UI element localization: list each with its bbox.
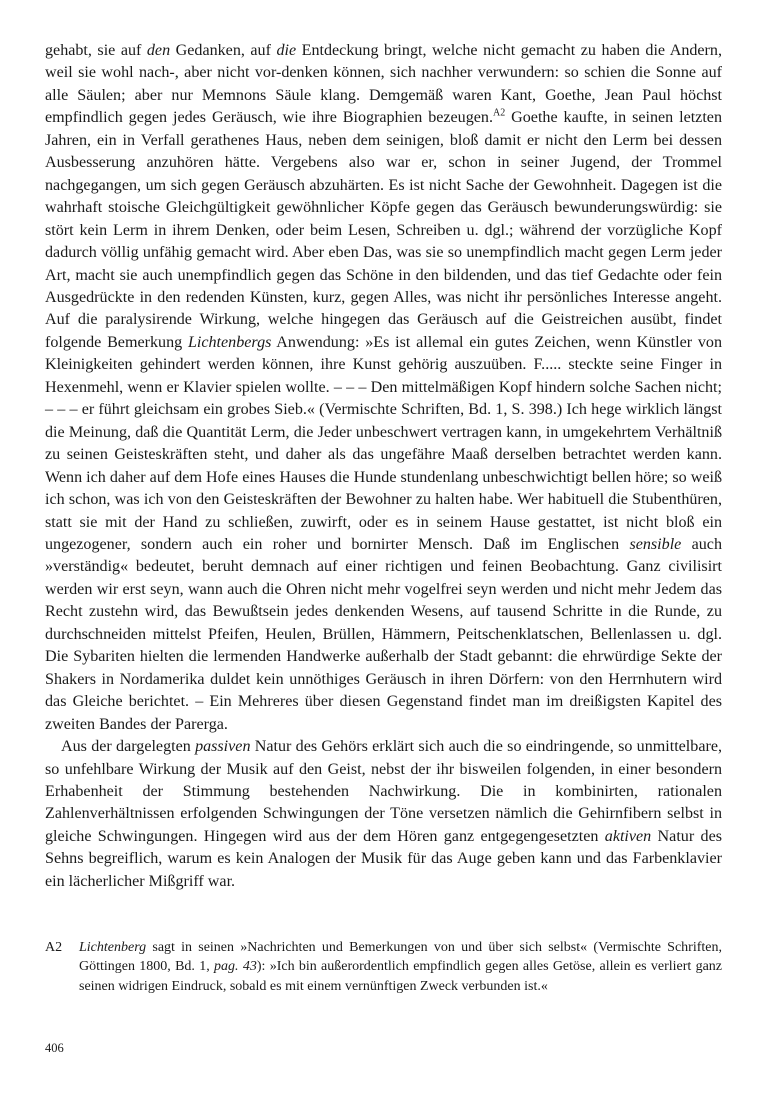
text-run: gehabt, sie auf <box>45 42 147 59</box>
text-run: ): »Ich bin außerordentlich empfindlich gegen alles Getöse, allein es verliert ganz seinen widrigen Eindruck, sobald es mit einem vernünftigen Zweck verbunden ist.« <box>79 959 723 994</box>
paragraph-1 <box>45 40 722 736</box>
italic-run: die <box>276 42 297 59</box>
paragraph-2 <box>45 736 722 893</box>
text-run: auch »verständig« bedeutet, beruht demnach auf einer richtigen und feinen Beobachtung. Ganz civilisirt werden wir erst seyn, wann auch die Ohren nicht mehr vogelfrei seyn werden und nicht mehr Jedem das Recht zustehn wird, das Bewußtsein jedes denkenden Wesens, auf tausend Schritte in die Runde, zu durchschneiden mittelst Pfeifen, Heulen, Brüllen, Hämmern, Peitschenklatschen, Bellenlassen u. dgl. Die Sybariten hielten die lermenden Handwerke außerhalb der Stadt gebannt: die ehrwürdige Sekte der Shakers in Nordamerika duldet kein unnöthiges Geräusch in ihren Dörfern: von den Herrnhutern wird das Gleiche berichtet. – Ein Mehreres über diesen Gegenstand findet man im dreißigsten Kapitel des zweiten Bandes der Parerga. <box>45 535 722 733</box>
main-text <box>45 40 722 893</box>
italic-run: passiven <box>195 738 251 756</box>
italic-run: aktiven <box>604 827 652 845</box>
italic-run: pag. 43 <box>214 959 257 975</box>
text-run: Natur des Gehörs erklärt sich auch die so eindringende, so unmittelbare, so unfehlbare Wirkung der Musik auf den Geist, nebst der ihr bisweilen folgenden, in einer besondern Erhabenheit der Stimmung bestehenden Nachwirkung. Die in kombinirten, rationalen Zahlenverhältnissen erfolgenden Schwingungen der Töne versetzen nämlich die Gehirnfibern selbst in gleiche Schwingungen. Hingegen wird aus der dem Hören ganz entgegengesetzten <box>45 738 722 845</box>
italic-run: den <box>146 42 171 59</box>
text-run: Natur des Sehns begreiflich, warum es kein Analogen der Musik für das Auge geben kann und das Farbenklavier ein lächerlicher Mißgriff war. <box>45 827 722 890</box>
page-number: 406 <box>45 1041 64 1055</box>
footnote-text <box>79 938 722 996</box>
text-run: Goethe kaufte, in seinen letzten Jahren, ein in Verfall gerathenes Haus, neben dem seinigen, bloß damit er nicht den Lerm bei dessen Ausbesserung anzuhören hätte. Vergebens also war er, schon in seiner Jugend, der Trommel nachgegangen, um sich gegen Geräusch abzuhärten. Es ist nicht Sache der Gewohnheit. Dagegen ist die wahrhaft stoische Gleichgültigkeit gewöhnlicher Köpfe gegen das Geräusch bewunderungswürdig: sie stört kein Lerm in ihrem Denken, oder beim Lesen, Schreiben u. dgl.; während der vorzügliche Kopf dadurch völlig unfähig gemacht wird. Aber eben Das, was sie so unempfindlich macht gegen Lerm jeder Art, macht sie auch unempfindlich gegen das Schöne in den bildenden, und das tief Gedachte oder fein Ausgedrückte in den redenden Künsten, kurz, gegen Alles, was nicht ihr persönliches Interesse angeht. Auf die paralysirende Wirkung, welche hingegen das Geräusch auf die Geistreichen ausübt, findet folgende Bemerkung <box>45 109 722 351</box>
italic-run: sensible <box>629 535 682 553</box>
italic-run: Lichtenbergs <box>187 333 272 351</box>
footnote-label: A2 <box>45 940 63 955</box>
footnote-reference[interactable]: A2 <box>493 108 506 119</box>
italic-run: Lichtenberg <box>79 940 147 955</box>
text-run: Anwendung: »Es ist allemal ein gutes Zeichen, wenn Künstler von Kleinigkeiten gehindert werden können, ihre Kunst gehörig auszuüben. F..... steckte seine Finger in Hexenmehl, wenn er Klavier spielen wollte. – – – Den mittelmäßigen Kopf hindern solche Sachen nicht; – – – er führt gleichsam ein grobes Sieb.« (Vermischte Schriften, Bd. 1, S. 398.) Ich hege wirklich längst die Meinung, daß die Quantität Lerm, die Jeder unbeschwert vertragen kann, in umgekehrtem Verhältniß zu seinen Geisteskräften steht, und daher als das ungefähre Maaß derselben betrachtet werden kann. Wenn ich daher auf dem Hofe eines Hauses die Hunde stundenlang unbeschwichtigt bellen höre; so weiß ich schon, was ich von den Geisteskräften der Bewohner zu halten habe. Wer habituell die Stubenthüren, statt sie mit der Hand zu schließen, zuwirft, oder es in seinem Hause gestattet, ist nicht bloß ein ungezogener, sondern auch ein roher und bornirter Mensch. Daß im Englischen <box>45 333 722 553</box>
text-run: Entdeckung bringt, welche nicht gemacht zu haben die Andern, weil sie wohl nach-, aber nicht vor-denken können, sich nachher verwundern: so schien die Sonne auf alle Säulen; aber nur Memnons Säule klang. Demgemäß waren Kant, Goethe, Jean Paul höchst empfindlich gegen jedes Geräusch, wie ihre Biographien bezeugen. <box>45 42 722 127</box>
text-run: Aus der dargelegten <box>61 738 196 756</box>
text-run: Gedanken, auf <box>170 42 277 59</box>
footnote <box>45 938 722 996</box>
text-run: sagt in seinen »Nachrichten und Bemerkungen von und über sich selbst« (Vermischte Schriften, Göttingen 1800, Bd. 1, <box>79 940 722 975</box>
page <box>45 40 723 1055</box>
